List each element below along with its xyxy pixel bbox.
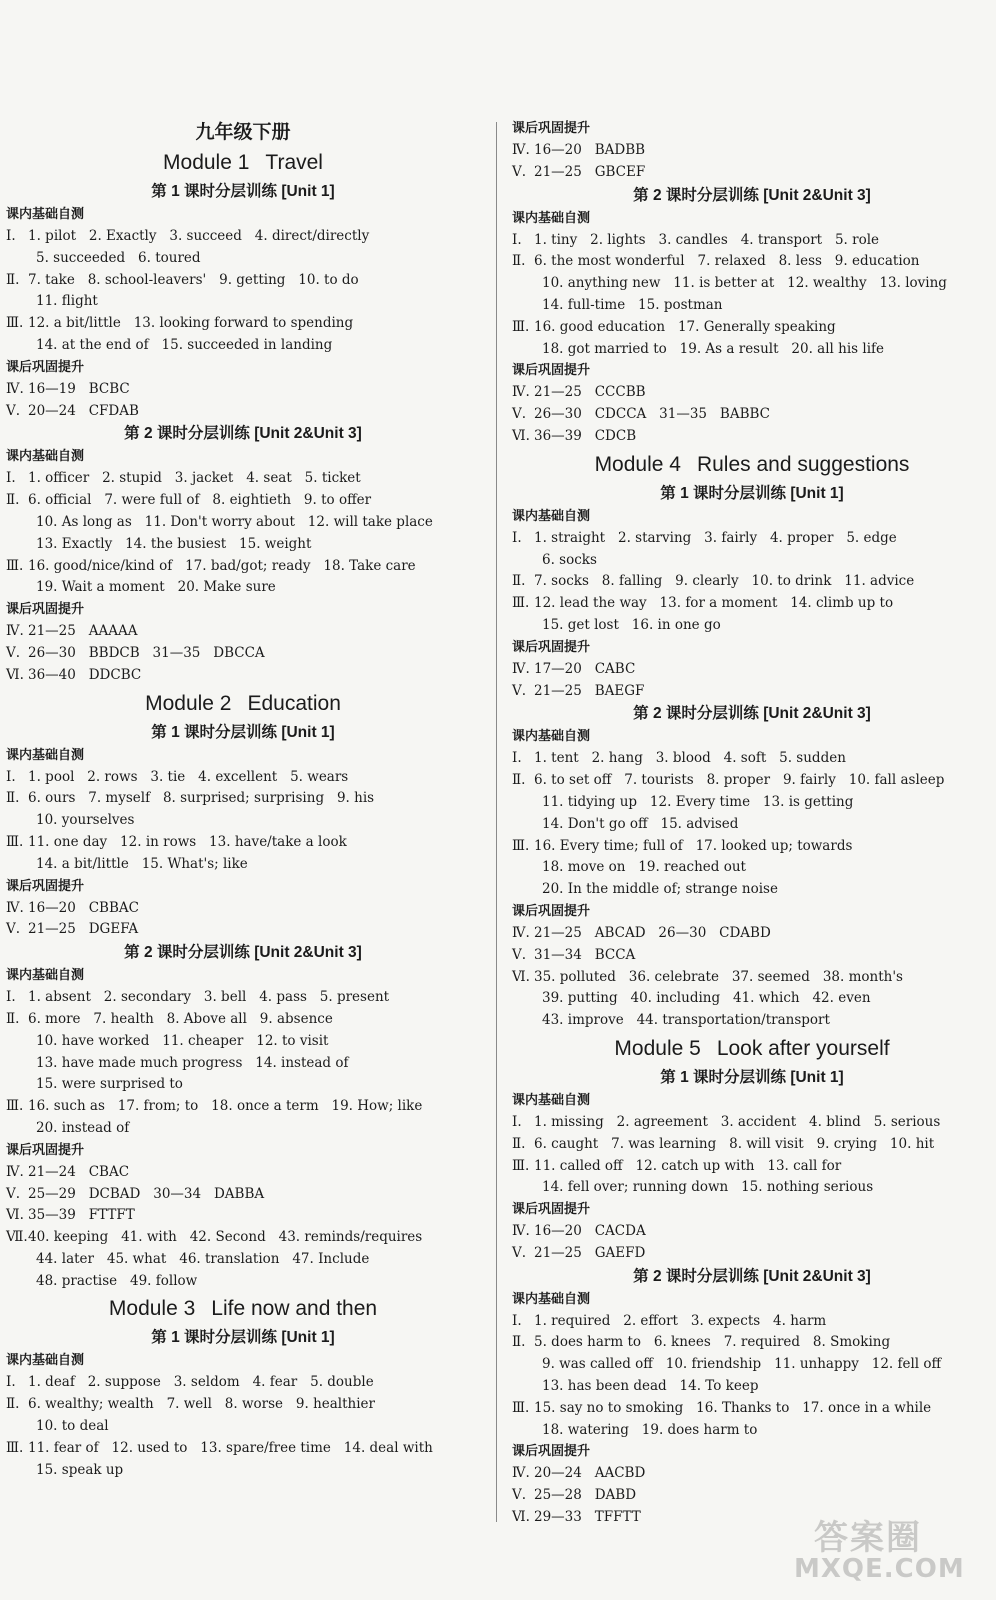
answer-line — [6, 512, 480, 534]
answer-text: 21—24 CBAC — [28, 1163, 130, 1180]
answer-line — [512, 382, 992, 404]
answer-line — [512, 836, 992, 858]
answer-line — [512, 1332, 992, 1354]
answer-text: 16. Every time; full of 17. looked up; towards — [534, 837, 853, 854]
answer-line — [6, 767, 480, 789]
answer-line — [6, 1205, 480, 1227]
roman-numeral: Ⅱ. — [512, 253, 526, 270]
roman-numeral: Ⅳ. — [512, 660, 530, 677]
answer-text: 6. official 7. were full of 8. eightieth 9. to offer — [28, 492, 372, 509]
roman-numeral: Ⅲ. — [6, 557, 24, 574]
answer-line — [6, 987, 480, 1009]
answer-text: 20—24 CFDAB — [28, 402, 139, 419]
answer-text: 16—20 CACDA — [534, 1223, 646, 1240]
answer-line — [6, 1416, 480, 1438]
answer-text: 21—25 GAEFD — [534, 1244, 646, 1261]
roman-numeral: Ⅳ. — [6, 1163, 24, 1180]
answer-line — [512, 748, 992, 770]
roman-numeral: Ⅱ. — [512, 1334, 526, 1351]
answer-text: 14. full-time 15. postman — [542, 296, 723, 313]
answer-line — [6, 832, 480, 854]
answer-line — [512, 857, 992, 879]
answer-line — [512, 593, 992, 615]
section-heading: 课后巩固提升 — [6, 359, 85, 375]
lesson-title: 第 2 课时分层训练 [Unit 2&Unit 3] — [633, 1267, 871, 1285]
answer-line — [6, 468, 480, 490]
answer-text: 18. move on 19. reached out — [542, 859, 746, 876]
roman-numeral: Ⅴ. — [6, 1185, 21, 1202]
answer-text: 21—25 BAEGF — [534, 682, 645, 699]
roman-numeral: Ⅱ. — [6, 492, 20, 509]
answer-line — [6, 577, 480, 599]
roman-numeral: Ⅴ. — [512, 163, 527, 180]
answer-text: 1. required 2. effort 3. expects 4. harm — [534, 1312, 827, 1329]
answer-text: 26—30 CDCCA 31—35 BABBC — [534, 406, 770, 423]
roman-numeral: Ⅰ. — [6, 768, 16, 785]
answer-line — [512, 251, 992, 273]
answer-line — [6, 643, 480, 665]
section-heading: 课后巩固提升 — [512, 363, 591, 379]
answer-line — [6, 379, 480, 401]
answer-line — [6, 490, 480, 512]
answer-text: 10. As long as 11. Don't worry about 12. will take place — [36, 513, 433, 530]
roman-numeral: Ⅳ. — [512, 1223, 530, 1240]
answer-text: 26—30 BBDCB 31—35 DBCCA — [28, 644, 265, 661]
answer-text: 18. watering 19. does harm to — [542, 1421, 758, 1438]
answer-text: 1. tiny 2. lights 3. candles 4. transport 5. role — [534, 231, 880, 248]
answer-text: 25—29 DCBAD 30—34 DABBA — [28, 1185, 265, 1202]
answer-text: 11. one day 12. in rows 13. have/take a look — [28, 833, 347, 850]
roman-numeral: Ⅱ. — [512, 573, 526, 590]
answer-line — [512, 988, 992, 1010]
answer-line — [6, 291, 480, 313]
roman-numeral: Ⅴ. — [512, 1487, 527, 1504]
right-column — [512, 118, 992, 1529]
answer-line — [6, 1227, 480, 1249]
answer-text: 43. improve 44. transportation/transport — [542, 1012, 830, 1029]
answer-line — [6, 665, 480, 687]
lesson-title: 第 2 课时分层训练 [Unit 2&Unit 3] — [124, 944, 362, 962]
answer-line — [6, 1162, 480, 1184]
section-heading: 课内基础自测 — [512, 508, 591, 524]
section-heading: 课内基础自测 — [512, 210, 591, 226]
answer-text: 16—19 BCBC — [28, 380, 130, 397]
roman-numeral: Ⅵ. — [512, 968, 530, 985]
answer-line — [512, 1354, 992, 1376]
answer-text: 14. Don't go off 15. advised — [542, 815, 739, 832]
answer-line — [6, 226, 480, 248]
answer-line — [6, 788, 480, 810]
answer-text: 29—33 TFFTT — [534, 1509, 641, 1526]
lesson-title: 第 1 课时分层训练 [Unit 1] — [660, 1068, 844, 1086]
answer-text: 1. straight 2. starving 3. fairly 4. proper 5. edge — [534, 529, 897, 546]
answer-line — [6, 248, 480, 270]
answer-text: 25—28 DABD — [534, 1487, 637, 1504]
roman-numeral: Ⅴ. — [512, 682, 527, 699]
roman-numeral: Ⅰ. — [512, 529, 522, 546]
module-number: Module 3 — [108, 1297, 196, 1321]
answer-line — [512, 1463, 992, 1485]
roman-numeral: Ⅵ. — [6, 666, 24, 683]
answer-text: 21—25 AAAAA — [28, 623, 138, 640]
answer-line — [512, 273, 992, 295]
answer-line — [512, 404, 992, 426]
roman-numeral: Ⅱ. — [6, 790, 20, 807]
section-heading: 课后巩固提升 — [6, 1142, 85, 1158]
answer-line — [6, 1009, 480, 1031]
roman-numeral: Ⅴ. — [6, 644, 21, 661]
answer-text: 13. Exactly 14. the busiest 15. weight — [36, 535, 312, 552]
answer-line — [6, 1394, 480, 1416]
module-number: Module 5 — [614, 1036, 701, 1060]
section-heading: 课后巩固提升 — [512, 639, 591, 655]
answer-text: 1. officer 2. stupid 3. jacket 4. seat 5. ticket — [28, 470, 361, 487]
answer-text: 36—40 DDCBC — [28, 666, 142, 683]
answer-text: 6. wealthy; wealth 7. well 8. worse 9. healthier — [28, 1396, 375, 1413]
answer-text: 15. say no to smoking 16. Thanks to 17. once in a while — [534, 1399, 932, 1416]
roman-numeral: Ⅴ. — [6, 402, 21, 419]
roman-numeral: Ⅲ. — [6, 1098, 24, 1115]
answer-text: 10. to deal — [36, 1418, 109, 1435]
roman-numeral: Ⅱ. — [6, 271, 20, 288]
module-number: Module 4 — [594, 452, 681, 476]
roman-numeral: Ⅲ. — [6, 833, 24, 850]
answer-line — [6, 1096, 480, 1118]
roman-numeral: Ⅱ. — [6, 1010, 20, 1027]
answer-line — [6, 1053, 480, 1075]
module-title — [512, 450, 992, 480]
answer-text: 16. such as 17. from; to 18. once a term 19. How; like — [28, 1098, 423, 1115]
answer-text: 1. pilot 2. Exactly 3. succeed 4. direct/directly — [28, 228, 370, 244]
answer-line — [512, 1485, 992, 1507]
answer-text: 12. a bit/little 13. looking forward to spending — [28, 315, 354, 332]
answer-line — [6, 1249, 480, 1271]
answer-line — [6, 1438, 480, 1460]
answer-line — [512, 1010, 992, 1032]
roman-numeral: Ⅴ. — [6, 921, 21, 938]
answer-line — [512, 792, 992, 814]
roman-numeral: Ⅳ. — [6, 623, 24, 640]
answer-line — [6, 854, 480, 876]
answer-line — [6, 335, 480, 357]
section-heading: 课内基础自测 — [6, 1353, 85, 1369]
roman-numeral: Ⅲ. — [512, 318, 530, 335]
answer-line — [512, 1177, 992, 1199]
answer-line — [512, 1420, 992, 1442]
answer-line — [512, 1398, 992, 1420]
section-heading: 课内基础自测 — [512, 1092, 591, 1108]
roman-numeral: Ⅳ. — [512, 142, 530, 158]
roman-numeral: Ⅳ. — [512, 1465, 530, 1482]
answer-line — [512, 814, 992, 836]
section-heading: 课后巩固提升 — [6, 602, 85, 618]
roman-numeral: Ⅰ. — [512, 750, 522, 767]
answer-line — [512, 1221, 992, 1243]
section-heading: 课内基础自测 — [6, 449, 85, 465]
answer-text: 6. to set off 7. tourists 8. proper 9. fairly 10. fall asleep — [534, 772, 945, 789]
roman-numeral: Ⅴ. — [512, 946, 527, 963]
answer-text: 14. a bit/little 15. What's; like — [36, 855, 248, 872]
lesson-title: 第 2 课时分层训练 [Unit 2&Unit 3] — [633, 186, 871, 204]
answer-text: 9. was called off 10. friendship 11. unhappy 12. fell off — [542, 1356, 942, 1373]
answer-text: 12. lead the way 13. for a moment 14. climb up to — [534, 595, 894, 612]
answer-text: 11. called off 12. catch up with 13. call for — [534, 1157, 842, 1174]
section-heading: 课后巩固提升 — [512, 1202, 591, 1218]
answer-text: 21—25 CCCBB — [534, 384, 646, 401]
answer-text: 16. good education 17. Generally speaking — [534, 318, 836, 335]
answer-line — [512, 615, 992, 637]
answer-line — [512, 1112, 992, 1134]
answer-text: 5. succeeded 6. toured — [36, 249, 201, 266]
answer-line — [6, 810, 480, 832]
section-heading: 课内基础自测 — [6, 747, 85, 763]
answer-text: 20. instead of — [36, 1119, 130, 1136]
answer-line — [6, 621, 480, 643]
answer-text: 15. get lost 16. in one go — [542, 616, 721, 633]
roman-numeral: Ⅲ. — [6, 315, 24, 332]
watermark-logo — [794, 1510, 984, 1590]
answer-line — [512, 967, 992, 989]
module-name: Education — [247, 691, 341, 715]
answer-text: 36—39 CDCB — [534, 427, 637, 444]
answer-line — [6, 313, 480, 335]
module-title — [512, 1034, 992, 1064]
left-column — [6, 118, 480, 1481]
module-name: Life now and then — [211, 1297, 378, 1321]
roman-numeral: Ⅲ. — [512, 837, 530, 854]
answer-text: 35. polluted 36. celebrate 37. seemed 38. month's — [534, 968, 903, 985]
answer-text: 31—34 BCCA — [534, 946, 636, 963]
answer-line — [512, 528, 992, 550]
answer-text: 40. keeping 41. with 42. Second 43. reminds/requires — [28, 1229, 423, 1246]
answer-text: 17—20 CABC — [534, 660, 636, 677]
answer-line — [512, 681, 992, 703]
answer-text: 39. putting 40. including 41. which 42. even — [542, 990, 871, 1007]
roman-numeral: Ⅰ. — [6, 1374, 16, 1391]
answer-text: 15. were surprised to — [36, 1076, 183, 1093]
answer-text: 35—39 FTTFT — [28, 1207, 135, 1224]
answer-line — [6, 1184, 480, 1206]
answer-line — [512, 945, 992, 967]
answer-line — [512, 879, 992, 901]
roman-numeral: Ⅳ. — [6, 899, 24, 916]
answer-line — [512, 230, 992, 252]
section-heading: 课后巩固提升 — [512, 903, 591, 919]
answer-text: 7. take 8. school-leavers' 9. getting 10. to do — [28, 271, 359, 288]
section-heading: 课后巩固提升 — [512, 1444, 591, 1460]
answer-text: 44. later 45. what 46. translation 47. Include — [36, 1250, 370, 1267]
answer-text: 21—25 ABCAD 26—30 CDABD — [534, 924, 771, 941]
answer-text: 13. have made much progress 14. instead of — [36, 1054, 349, 1071]
answer-text: 1. tent 2. hang 3. blood 4. soft 5. sudden — [534, 750, 846, 767]
roman-numeral: Ⅰ. — [512, 1113, 522, 1130]
answer-line — [512, 1156, 992, 1178]
answer-line — [6, 1031, 480, 1053]
roman-numeral: Ⅰ. — [6, 989, 16, 1006]
roman-numeral: Ⅶ. — [6, 1229, 28, 1246]
answer-text: 16—20 CBBAC — [28, 899, 139, 916]
answer-line — [512, 339, 992, 361]
roman-numeral: Ⅱ. — [6, 1396, 20, 1413]
roman-numeral: Ⅵ. — [6, 1207, 24, 1224]
answer-line — [6, 1460, 480, 1482]
answer-text: 11. flight — [36, 293, 98, 310]
module-name: Rules and suggestions — [696, 452, 910, 476]
module-number: Module 2 — [145, 691, 232, 715]
answer-line — [6, 919, 480, 941]
answer-text: 1. deaf 2. suppose 3. seldom 4. fear 5. double — [28, 1374, 374, 1391]
lesson-title: 第 2 课时分层训练 [Unit 2&Unit 3] — [633, 705, 871, 723]
answer-line — [6, 556, 480, 578]
lesson-title: 第 1 课时分层训练 [Unit 1] — [151, 1329, 335, 1347]
answer-text: 5. does harm to 6. knees 7. required 8. Smoking — [534, 1334, 891, 1351]
answer-text: 19. Wait a moment 20. Make sure — [36, 579, 276, 596]
answer-text: 18. got married to 19. As a result 20. all his life — [542, 340, 885, 357]
answer-text: 7. socks 8. falling 9. clearly 10. to drink 11. advice — [534, 573, 915, 590]
section-heading: 课后巩固提升 — [6, 878, 85, 894]
answer-text: 10. anything new 11. is better at 12. wealthy 13. loving — [542, 275, 947, 292]
answer-text: 6. ours 7. myself 8. surprised; surprising 9. his — [28, 790, 375, 807]
watermark-url: MXQE.COM — [794, 1554, 965, 1584]
answer-line — [512, 1134, 992, 1156]
lesson-title: 第 2 课时分层训练 [Unit 2&Unit 3] — [124, 425, 362, 443]
answer-line — [512, 659, 992, 681]
module-name: Travel — [265, 151, 323, 174]
answer-line — [512, 317, 992, 339]
roman-numeral: Ⅰ. — [512, 231, 522, 248]
answer-text: 13. has been dead 14. To keep — [542, 1378, 759, 1395]
answer-line — [6, 270, 480, 292]
answer-text: 11. fear of 12. used to 13. spare/free time 14. deal with — [28, 1439, 433, 1456]
section-heading: 课内基础自测 — [512, 729, 591, 745]
answer-text: 6. socks — [542, 551, 597, 568]
section-heading: 课内基础自测 — [6, 968, 85, 984]
answer-text: 21—25 DGEFA — [28, 921, 139, 938]
answer-text: 16. good/nice/kind of 17. bad/got; ready 18. Take care — [28, 557, 416, 574]
roman-numeral: Ⅴ. — [512, 406, 527, 423]
answer-line — [512, 1311, 992, 1333]
watermark-text: 答案圈 — [814, 1518, 922, 1558]
roman-numeral: Ⅱ. — [512, 772, 526, 789]
roman-numeral: Ⅱ. — [512, 1135, 526, 1152]
answer-text: 20—24 AACBD — [534, 1465, 646, 1482]
lesson-title: 第 1 课时分层训练 [Unit 1] — [660, 484, 844, 502]
answer-line — [512, 295, 992, 317]
answer-text: 11. tidying up 12. Every time 13. is getting — [542, 793, 854, 810]
section-heading: 课后巩固提升 — [512, 121, 591, 136]
answer-line — [512, 923, 992, 945]
roman-numeral: Ⅲ. — [6, 1439, 24, 1456]
roman-numeral: Ⅰ. — [512, 1312, 522, 1329]
roman-numeral: Ⅰ. — [6, 228, 16, 244]
roman-numeral: Ⅲ. — [512, 1157, 530, 1174]
answer-text: 14. fell over; running down 15. nothing serious — [542, 1179, 874, 1196]
lesson-title: 第 1 课时分层训练 [Unit 1] — [151, 723, 335, 741]
answer-text: 1. absent 2. secondary 3. bell 4. pass 5. present — [28, 989, 390, 1006]
answer-line — [6, 898, 480, 920]
answer-line — [512, 770, 992, 792]
section-heading: 课内基础自测 — [6, 207, 85, 222]
answer-line — [512, 550, 992, 572]
answer-text: 1. pool 2. rows 3. tie 4. excellent 5. wears — [28, 768, 349, 785]
roman-numeral: Ⅵ. — [512, 1509, 530, 1526]
module-number: Module 1 — [163, 151, 250, 174]
answer-text: 1. missing 2. agreement 3. accident 4. blind 5. serious — [534, 1113, 941, 1130]
answer-line — [512, 140, 992, 162]
roman-numeral: Ⅰ. — [6, 470, 16, 487]
answer-text: 16—20 BADBB — [534, 142, 646, 158]
answer-text: 14. at the end of 15. succeeded in landing — [36, 336, 333, 353]
answer-line — [512, 571, 992, 593]
answer-text: 15. speak up — [36, 1461, 124, 1478]
roman-numeral: Ⅳ. — [512, 924, 530, 941]
answer-text: 10. yourselves — [36, 812, 135, 829]
answer-line — [6, 1372, 480, 1394]
answer-line — [6, 401, 480, 423]
module-name: Look after yourself — [716, 1036, 890, 1060]
page-title: 九年级下册 — [195, 121, 291, 143]
answer-line — [6, 1271, 480, 1293]
roman-numeral: Ⅲ. — [512, 595, 530, 612]
answer-text: 10. have worked 11. cheaper 12. to visit — [36, 1032, 329, 1049]
answer-line — [512, 1243, 992, 1265]
answer-line — [6, 1074, 480, 1096]
answer-line — [512, 1376, 992, 1398]
roman-numeral: Ⅳ. — [512, 384, 530, 401]
answer-text: 48. practise 49. follow — [36, 1272, 198, 1289]
roman-numeral: Ⅵ. — [512, 427, 530, 444]
answer-text: 6. more 7. health 8. Above all 9. absence — [28, 1010, 333, 1027]
lesson-title: 第 1 课时分层训练 [Unit 1] — [151, 183, 335, 200]
answer-line — [512, 162, 992, 184]
column-divider — [496, 122, 497, 1522]
module-title — [6, 689, 480, 719]
answer-text: 20. In the middle of; strange noise — [542, 881, 778, 898]
answer-line — [6, 1118, 480, 1140]
answer-line — [512, 426, 992, 448]
roman-numeral: Ⅳ. — [6, 380, 24, 397]
roman-numeral: Ⅴ. — [512, 1244, 527, 1261]
module-title — [6, 1294, 480, 1324]
module-title — [6, 148, 480, 178]
answer-text: 6. caught 7. was learning 8. will visit 9. crying 10. hit — [534, 1135, 935, 1152]
answer-text: 21—25 GBCEF — [534, 163, 646, 180]
answer-line — [6, 534, 480, 556]
roman-numeral: Ⅲ. — [512, 1399, 530, 1416]
section-heading: 课内基础自测 — [512, 1291, 591, 1307]
answer-text: 6. the most wonderful 7. relaxed 8. less 9. education — [534, 253, 920, 270]
